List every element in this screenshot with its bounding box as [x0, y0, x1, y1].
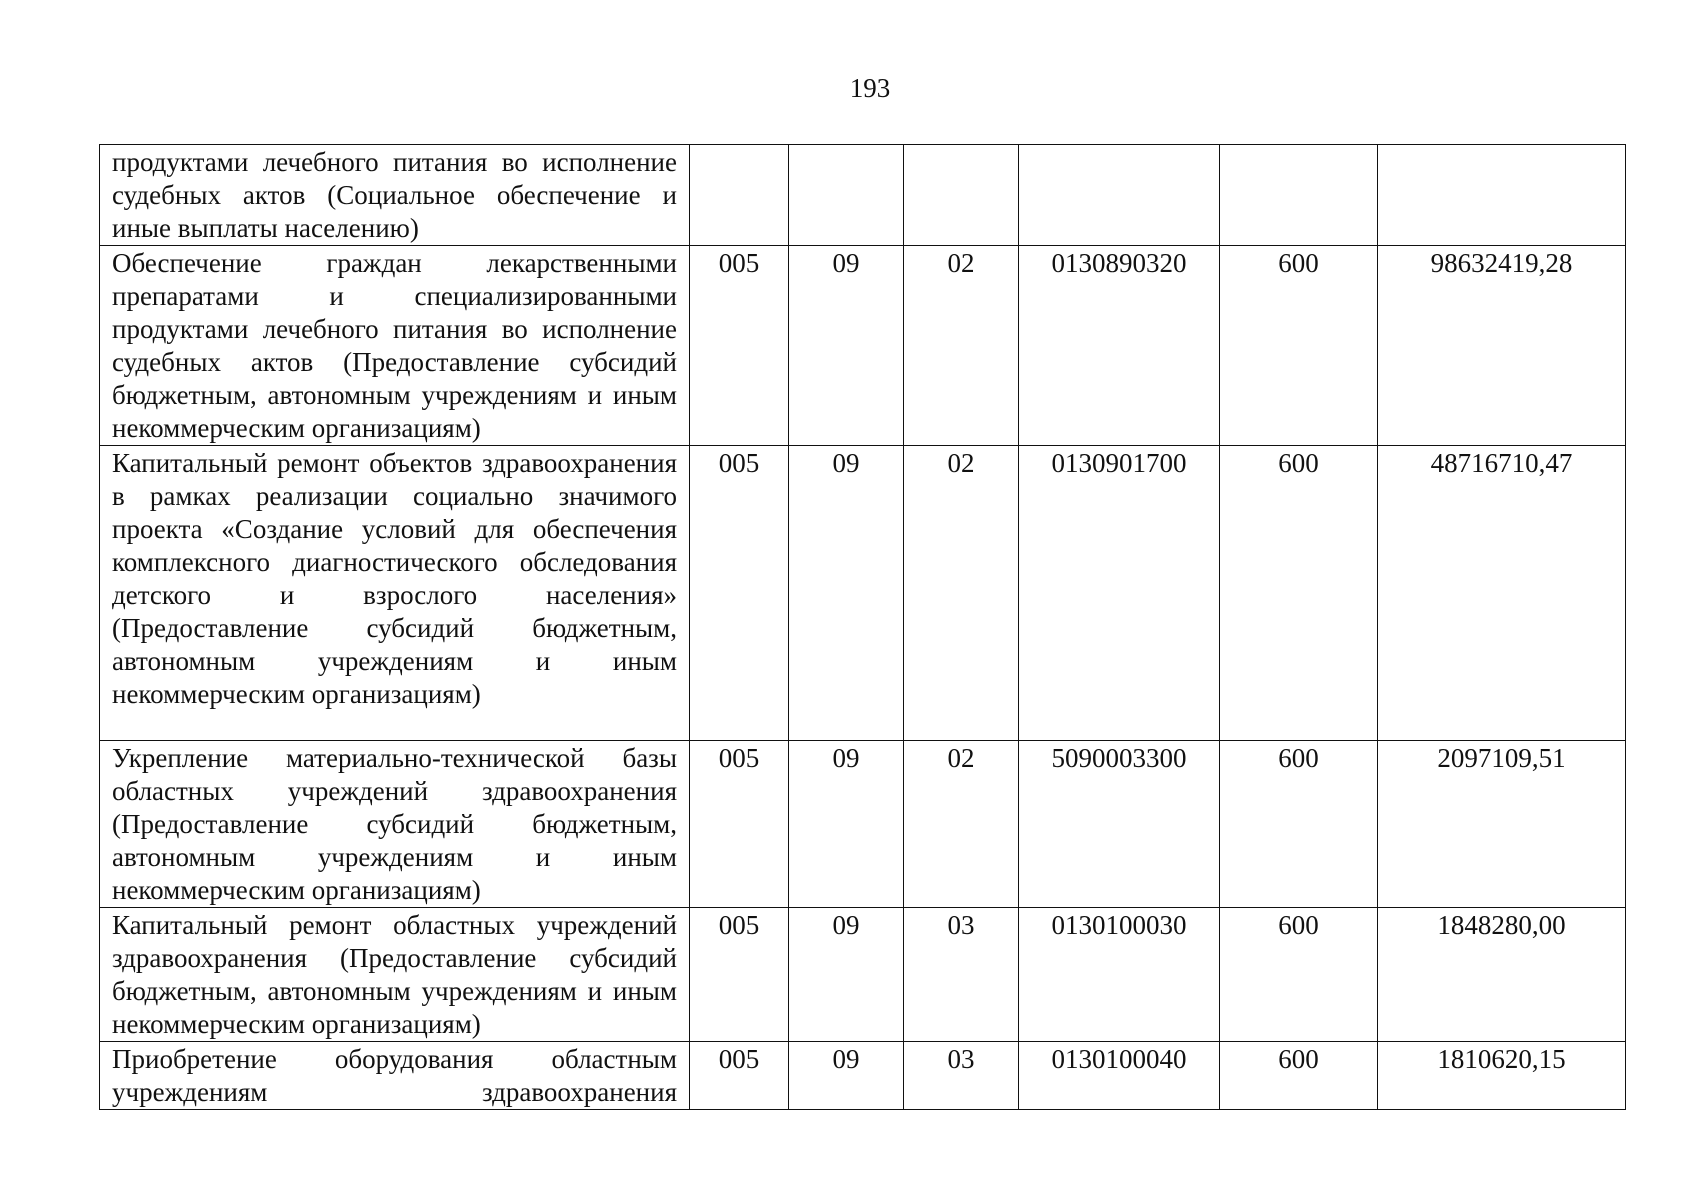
amount: 98632419,28: [1378, 246, 1626, 446]
budget-table: [99, 144, 1626, 1110]
row-description: продуктами лечебного питания во исполнение судебных актов (Социальное обеспечение и иные выплаты населению): [100, 145, 690, 246]
ministry-code: [690, 145, 789, 246]
ministry-code: 005: [690, 246, 789, 446]
page-number: 193: [849, 73, 891, 103]
subsection-code: 02: [904, 246, 1019, 446]
subsection-code: [904, 145, 1019, 246]
target-article-code: 0130901700: [1019, 446, 1220, 741]
ministry-code: 005: [690, 446, 789, 741]
amount: 2097109,51: [1378, 741, 1626, 908]
table-row: [100, 908, 1626, 1042]
ministry-code: 005: [690, 741, 789, 908]
row-description: Приобретение оборудования областным учреждениям здравоохранения: [100, 1042, 690, 1110]
row-description: Капитальный ремонт областных учреждений здравоохранения (Предоставление субсидий бюджетным, автономным учреждениям и иным некоммерческим организациям): [100, 908, 690, 1042]
amount: 1848280,00: [1378, 908, 1626, 1042]
subsection-code: 03: [904, 908, 1019, 1042]
target-article-code: 0130100040: [1019, 1042, 1220, 1110]
subsection-code: 03: [904, 1042, 1019, 1110]
table-row: [100, 741, 1626, 908]
row-description: Укрепление материально-технической базы областных учреждений здравоохранения (Предоставление субсидий бюджетным, автономным учреждениям и иным некоммерческим организациям): [100, 741, 690, 908]
target-article-code: 5090003300: [1019, 741, 1220, 908]
expense-type-code: [1220, 145, 1378, 246]
table-row: [100, 446, 1626, 741]
target-article-code: 0130890320: [1019, 246, 1220, 446]
expense-type-code: 600: [1220, 1042, 1378, 1110]
expense-type-code: 600: [1220, 246, 1378, 446]
table-row: [100, 1042, 1626, 1110]
target-article-code: 0130100030: [1019, 908, 1220, 1042]
amount: 48716710,47: [1378, 446, 1626, 741]
section-code: 09: [789, 741, 904, 908]
row-description: Капитальный ремонт объектов здравоохранения в рамках реализации социально значимого проекта «Создание условий для обеспечения комплексного диагностического обследования детского и взрослого населения» (Предоставление субсидий бюджетным, автономным учреждениям и иным некоммерческим организациям): [100, 446, 690, 741]
section-code: 09: [789, 908, 904, 1042]
subsection-code: 02: [904, 741, 1019, 908]
expense-type-code: 600: [1220, 908, 1378, 1042]
subsection-code: 02: [904, 446, 1019, 741]
section-code: 09: [789, 246, 904, 446]
table-row: [100, 145, 1626, 246]
ministry-code: 005: [690, 908, 789, 1042]
row-description: Обеспечение граждан лекарственными препаратами и специализированными продуктами лечебного питания во исполнение судебных актов (Предоставление субсидий бюджетным, автономным учреждениям и иным некоммерческим организациям): [100, 246, 690, 446]
amount: [1378, 145, 1626, 246]
expense-type-code: 600: [1220, 741, 1378, 908]
table-row: [100, 246, 1626, 446]
amount: 1810620,15: [1378, 1042, 1626, 1110]
section-code: 09: [789, 446, 904, 741]
section-code: 09: [789, 1042, 904, 1110]
target-article-code: [1019, 145, 1220, 246]
section-code: [789, 145, 904, 246]
ministry-code: 005: [690, 1042, 789, 1110]
expense-type-code: 600: [1220, 446, 1378, 741]
